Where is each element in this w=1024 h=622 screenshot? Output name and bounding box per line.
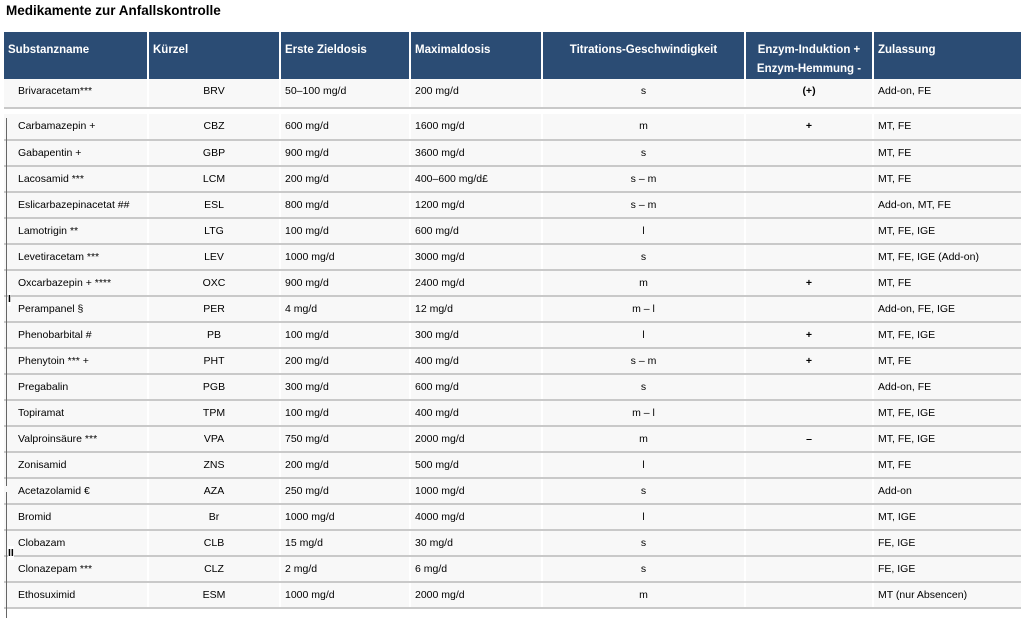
cell-enzyme <box>745 478 873 504</box>
cell-first-dose: 200 mg/d <box>280 348 410 374</box>
cell-titration: m – l <box>542 296 745 322</box>
cell-substance: Carbamazepin + <box>4 114 148 140</box>
cell-abbreviation: PHT <box>148 348 280 374</box>
cell-titration: m – l <box>542 400 745 426</box>
header-zulassung: Zulassung <box>873 32 1021 79</box>
cell-first-dose: 2 mg/d <box>280 556 410 582</box>
cell-enzyme <box>745 400 873 426</box>
cell-max-dose: 400 mg/d <box>410 348 542 374</box>
table-row <box>4 504 1021 530</box>
table-row <box>4 348 1021 374</box>
cell-approval: MT, FE, IGE <box>873 218 1021 244</box>
cell-first-dose: 100 mg/d <box>280 218 410 244</box>
cell-substance: Levetiracetam *** <box>4 244 148 270</box>
cell-abbreviation: LEV <box>148 244 280 270</box>
table-row <box>4 426 1021 452</box>
cell-first-dose: 600 mg/d <box>280 114 410 140</box>
cell-substance: Clobazam <box>4 530 148 556</box>
cell-enzyme <box>745 452 873 478</box>
cell-abbreviation: LTG <box>148 218 280 244</box>
cell-approval: MT, FE <box>873 348 1021 374</box>
cell-enzyme <box>745 140 873 166</box>
cell-approval: MT, FE <box>873 166 1021 192</box>
cell-enzyme <box>745 504 873 530</box>
cell-max-dose: 600 mg/d <box>410 218 542 244</box>
cell-approval: Add-on, FE, IGE <box>873 296 1021 322</box>
cell-enzyme: + <box>745 114 873 140</box>
cell-substance: Topiramat <box>4 400 148 426</box>
cell-max-dose: 4000 mg/d <box>410 504 542 530</box>
cell-abbreviation: TPM <box>148 400 280 426</box>
cell-first-dose: 900 mg/d <box>280 270 410 296</box>
cell-first-dose: 100 mg/d <box>280 322 410 348</box>
cell-titration: l <box>542 322 745 348</box>
cell-approval: MT, FE <box>873 114 1021 140</box>
table-row <box>4 166 1021 192</box>
cell-enzyme <box>745 530 873 556</box>
cell-substance: Zonisamid <box>4 452 148 478</box>
cell-substance: Acetazolamid € <box>4 478 148 504</box>
cell-enzyme <box>745 192 873 218</box>
table-row <box>4 296 1021 322</box>
header-kuerzel: Kürzel <box>148 32 280 79</box>
cell-enzyme: + <box>745 348 873 374</box>
cell-substance: Pregabalin <box>4 374 148 400</box>
table-row <box>4 556 1021 582</box>
cell-titration: s – m <box>542 348 745 374</box>
group-label-i: I <box>8 293 11 305</box>
table-row <box>4 322 1021 348</box>
cell-max-dose: 400 mg/d <box>410 400 542 426</box>
cell-titration: m <box>542 426 745 452</box>
cell-abbreviation: LCM <box>148 166 280 192</box>
cell-enzyme <box>745 556 873 582</box>
header-erste-zieldosis: Erste Zieldosis <box>280 32 410 79</box>
cell-enzyme <box>745 582 873 608</box>
cell-enzyme <box>745 244 873 270</box>
cell-max-dose: 1200 mg/d <box>410 192 542 218</box>
cell-first-dose: 200 mg/d <box>280 166 410 192</box>
cell-first-dose: 4 mg/d <box>280 296 410 322</box>
cell-abbreviation: CBZ <box>148 114 280 140</box>
cell-approval: MT, FE, IGE (Add-on) <box>873 244 1021 270</box>
cell-max-dose: 30 mg/d <box>410 530 542 556</box>
cell-substance: Phenobarbital # <box>4 322 148 348</box>
cell-first-dose: 200 mg/d <box>280 452 410 478</box>
cell-substance: Oxcarbazepin + **** <box>4 270 148 296</box>
cell-substance: Valproinsäure *** <box>4 426 148 452</box>
cell-enzyme <box>745 374 873 400</box>
header-substanzname: Substanzname <box>4 32 148 79</box>
cell-max-dose: 600 mg/d <box>410 374 542 400</box>
header-titration: Titrations-Geschwindigkeit <box>542 32 745 79</box>
cell-approval: MT (nur Absencen) <box>873 582 1021 608</box>
cell-max-dose: 1600 mg/d <box>410 114 542 140</box>
cell-titration: s <box>542 244 745 270</box>
medication-table <box>4 32 1021 609</box>
cell-max-dose: 6 mg/d <box>410 556 542 582</box>
cell-approval: FE, IGE <box>873 556 1021 582</box>
cell-first-dose: 750 mg/d <box>280 426 410 452</box>
cell-max-dose: 300 mg/d <box>410 322 542 348</box>
cell-first-dose: 300 mg/d <box>280 374 410 400</box>
cell-approval: Add-on <box>873 478 1021 504</box>
group-label-ii: II <box>8 547 14 559</box>
cell-titration: l <box>542 218 745 244</box>
cell-approval: MT, FE <box>873 140 1021 166</box>
cell-abbreviation: ESM <box>148 582 280 608</box>
cell-titration: m <box>542 582 745 608</box>
cell-first-dose: 900 mg/d <box>280 140 410 166</box>
cell-first-dose: 15 mg/d <box>280 530 410 556</box>
cell-abbreviation: PER <box>148 296 280 322</box>
cell-substance: Perampanel § <box>4 296 148 322</box>
cell-first-dose: 100 mg/d <box>280 400 410 426</box>
cell-titration: m <box>542 270 745 296</box>
cell-abbreviation: Br <box>148 504 280 530</box>
cell-enzyme <box>745 296 873 322</box>
cell-approval: MT, IGE <box>873 504 1021 530</box>
table-row <box>4 478 1021 504</box>
header-row <box>4 32 1021 79</box>
header-enzym-hemmung: Enzym-Hemmung - <box>756 63 862 75</box>
table-row <box>4 452 1021 478</box>
cell-max-dose: 1000 mg/d <box>410 478 542 504</box>
cell-titration: s <box>542 79 745 108</box>
table-row <box>4 192 1021 218</box>
header-maximaldosis: Maximaldosis <box>410 32 542 79</box>
cell-abbreviation: AZA <box>148 478 280 504</box>
cell-titration: l <box>542 504 745 530</box>
cell-abbreviation: BRV <box>148 79 280 108</box>
cell-enzyme: + <box>745 322 873 348</box>
cell-titration: l <box>542 452 745 478</box>
header-enzym-induktion: Enzym-Induktion + <box>757 44 861 56</box>
cell-substance: Phenytoin *** + <box>4 348 148 374</box>
cell-abbreviation: OXC <box>148 270 280 296</box>
cell-titration: s <box>542 374 745 400</box>
page-title: Medikamente zur Anfallskontrolle <box>6 3 221 18</box>
cell-substance: Gabapentin + <box>4 140 148 166</box>
cell-titration: s – m <box>542 166 745 192</box>
cell-first-dose: 250 mg/d <box>280 478 410 504</box>
cell-max-dose: 2000 mg/d <box>410 426 542 452</box>
cell-substance: Brivaracetam*** <box>4 79 148 108</box>
cell-approval: Add-on, FE <box>873 374 1021 400</box>
table-row <box>4 400 1021 426</box>
cell-approval: FE, IGE <box>873 530 1021 556</box>
cell-max-dose: 200 mg/d <box>410 79 542 108</box>
cell-enzyme: (+) <box>745 79 873 108</box>
cell-titration: s – m <box>542 192 745 218</box>
cell-approval: MT, FE, IGE <box>873 322 1021 348</box>
table-row <box>4 218 1021 244</box>
cell-abbreviation: CLZ <box>148 556 280 582</box>
cell-abbreviation: PGB <box>148 374 280 400</box>
cell-enzyme <box>745 218 873 244</box>
group-i-bracket <box>6 118 7 486</box>
cell-max-dose: 2400 mg/d <box>410 270 542 296</box>
cell-max-dose: 500 mg/d <box>410 452 542 478</box>
cell-first-dose: 1000 mg/d <box>280 582 410 608</box>
cell-abbreviation: ZNS <box>148 452 280 478</box>
cell-substance: Bromid <box>4 504 148 530</box>
cell-abbreviation: GBP <box>148 140 280 166</box>
cell-approval: MT, FE, IGE <box>873 400 1021 426</box>
cell-enzyme: – <box>745 426 873 452</box>
cell-titration: s <box>542 140 745 166</box>
cell-titration: s <box>542 530 745 556</box>
cell-titration: m <box>542 114 745 140</box>
table-row <box>4 140 1021 166</box>
table-row <box>4 582 1021 608</box>
table-row <box>4 530 1021 556</box>
cell-approval: Add-on, FE <box>873 79 1021 108</box>
cell-first-dose: 800 mg/d <box>280 192 410 218</box>
cell-titration: s <box>542 478 745 504</box>
cell-abbreviation: ESL <box>148 192 280 218</box>
cell-abbreviation: CLB <box>148 530 280 556</box>
table-row <box>4 374 1021 400</box>
cell-enzyme <box>745 166 873 192</box>
cell-max-dose: 3600 mg/d <box>410 140 542 166</box>
cell-first-dose: 50–100 mg/d <box>280 79 410 108</box>
cell-abbreviation: VPA <box>148 426 280 452</box>
cell-approval: MT, FE <box>873 452 1021 478</box>
cell-titration: s <box>542 556 745 582</box>
cell-max-dose: 12 mg/d <box>410 296 542 322</box>
cell-first-dose: 1000 mg/d <box>280 244 410 270</box>
cell-approval: MT, FE <box>873 270 1021 296</box>
header-enzym <box>745 32 873 79</box>
cell-substance: Lacosamid *** <box>4 166 148 192</box>
table-row <box>4 244 1021 270</box>
cell-enzyme: + <box>745 270 873 296</box>
cell-max-dose: 3000 mg/d <box>410 244 542 270</box>
cell-approval: MT, FE, IGE <box>873 426 1021 452</box>
cell-max-dose: 2000 mg/d <box>410 582 542 608</box>
cell-substance: Ethosuximid <box>4 582 148 608</box>
table-row <box>4 270 1021 296</box>
cell-substance: Eslicarbazepinacetat ## <box>4 192 148 218</box>
cell-substance: Clonazepam *** <box>4 556 148 582</box>
cell-max-dose: 400–600 mg/d£ <box>410 166 542 192</box>
group-ii-bracket <box>6 492 7 618</box>
cell-approval: Add-on, MT, FE <box>873 192 1021 218</box>
cell-abbreviation: PB <box>148 322 280 348</box>
cell-substance: Lamotrigin ** <box>4 218 148 244</box>
table-row <box>4 79 1021 108</box>
table-row <box>4 114 1021 140</box>
cell-first-dose: 1000 mg/d <box>280 504 410 530</box>
